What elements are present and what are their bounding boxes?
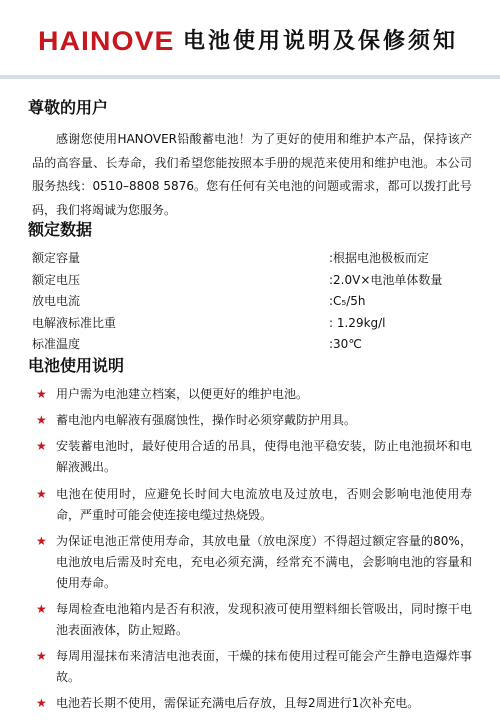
usage-text: 用户需为电池建立档案，以便更好的维护电池。 — [56, 387, 309, 401]
rating-label: 额定电压 — [32, 272, 81, 287]
list-item — [32, 693, 472, 714]
page-header — [38, 22, 478, 62]
rating-row-voltage — [32, 270, 472, 292]
ratings-heading: 额定数据 — [28, 220, 93, 239]
rating-row-temperature — [32, 334, 472, 356]
usage-heading: 电池使用说明 — [28, 356, 125, 375]
rating-label: 额定容量 — [32, 251, 81, 265]
rating-label: 放电电流 — [32, 294, 81, 308]
brand-logo: HAINOVE — [38, 26, 175, 56]
star-icon: ★ — [36, 696, 47, 711]
star-icon: ★ — [36, 533, 47, 548]
usage-text: 蓄电池内电解液有强腐蚀性，操作时必须穿戴防护用具。 — [56, 413, 357, 428]
rating-value: :C₅/5h — [329, 294, 366, 308]
usage-text: 电池在使用时，应避免长时间大电流放电及过放电，否则会影响电池使用寿命，严重时可能会使连接电缆过热烧毁。 — [56, 486, 472, 522]
usage-text: 电池若长期不使用，需保证充满电后存放，且每2周进行1次补充电。 — [56, 696, 420, 711]
rating-label: 标准温度 — [32, 337, 81, 351]
rating-value: : 1.29kg/l — [329, 315, 386, 330]
star-icon: ★ — [36, 486, 47, 501]
usage-text: 每周检查电池箱内是否有积液，发现积液可使用塑料细长管吸出，同时擦干电池表面液体，防止短路。 — [56, 601, 472, 637]
rating-value: :30℃ — [329, 337, 362, 351]
usage-text: 安装蓄电池时，最好使用合适的吊具，使得电池平稳安装，防止电池损坏和电解液溅出。 — [56, 439, 472, 475]
list-item — [32, 646, 472, 688]
page-title: 电池使用说明及保修须知 — [183, 29, 459, 54]
rating-row-current — [32, 291, 472, 313]
ratings-table — [32, 248, 472, 356]
list-item — [32, 599, 472, 641]
rating-value: :根据电池极板而定 — [329, 251, 430, 265]
list-item — [32, 531, 472, 594]
list-item — [32, 410, 472, 431]
rating-label: 电解液标准比重 — [32, 315, 117, 330]
star-icon: ★ — [36, 387, 47, 401]
usage-list — [32, 384, 472, 720]
usage-text: 每周用湿抹布来清洁电池表面，干燥的抹布使用过程可能会产生静电造爆炸事故。 — [56, 649, 472, 685]
greeting-body: 感谢您使用HANOVER铅酸蓄电池！为了更好的使用和维护本产品，保持该产品的高容量、长寿命，我们希望您能按照本手册的规范来使用和维护电池。本公司服务热线：0510–8808 5876。您有任何有关电池的问题或需求，都可以拨打此号码，我们将竭诚为您服务。 — [32, 132, 472, 217]
greeting-heading: 尊敬的用户 — [28, 98, 109, 117]
star-icon: ★ — [36, 601, 47, 616]
list-item — [32, 436, 472, 478]
list-item — [32, 484, 472, 526]
usage-text: 为保证电池正常使用寿命，其放电量（放电深度）不得超过额定容量的80%，电池放电后需及时充电，充电必须充满，经常充不满电，会影响电池的容量和使用寿命。 — [56, 533, 472, 590]
star-icon: ★ — [36, 649, 47, 664]
star-icon: ★ — [36, 413, 47, 428]
rating-row-gravity — [32, 313, 472, 335]
list-item — [32, 384, 472, 405]
rating-row-capacity — [32, 248, 472, 270]
star-icon: ★ — [36, 439, 47, 454]
header-divider — [0, 75, 500, 79]
rating-value: :2.0V×电池单体数量 — [329, 272, 443, 287]
